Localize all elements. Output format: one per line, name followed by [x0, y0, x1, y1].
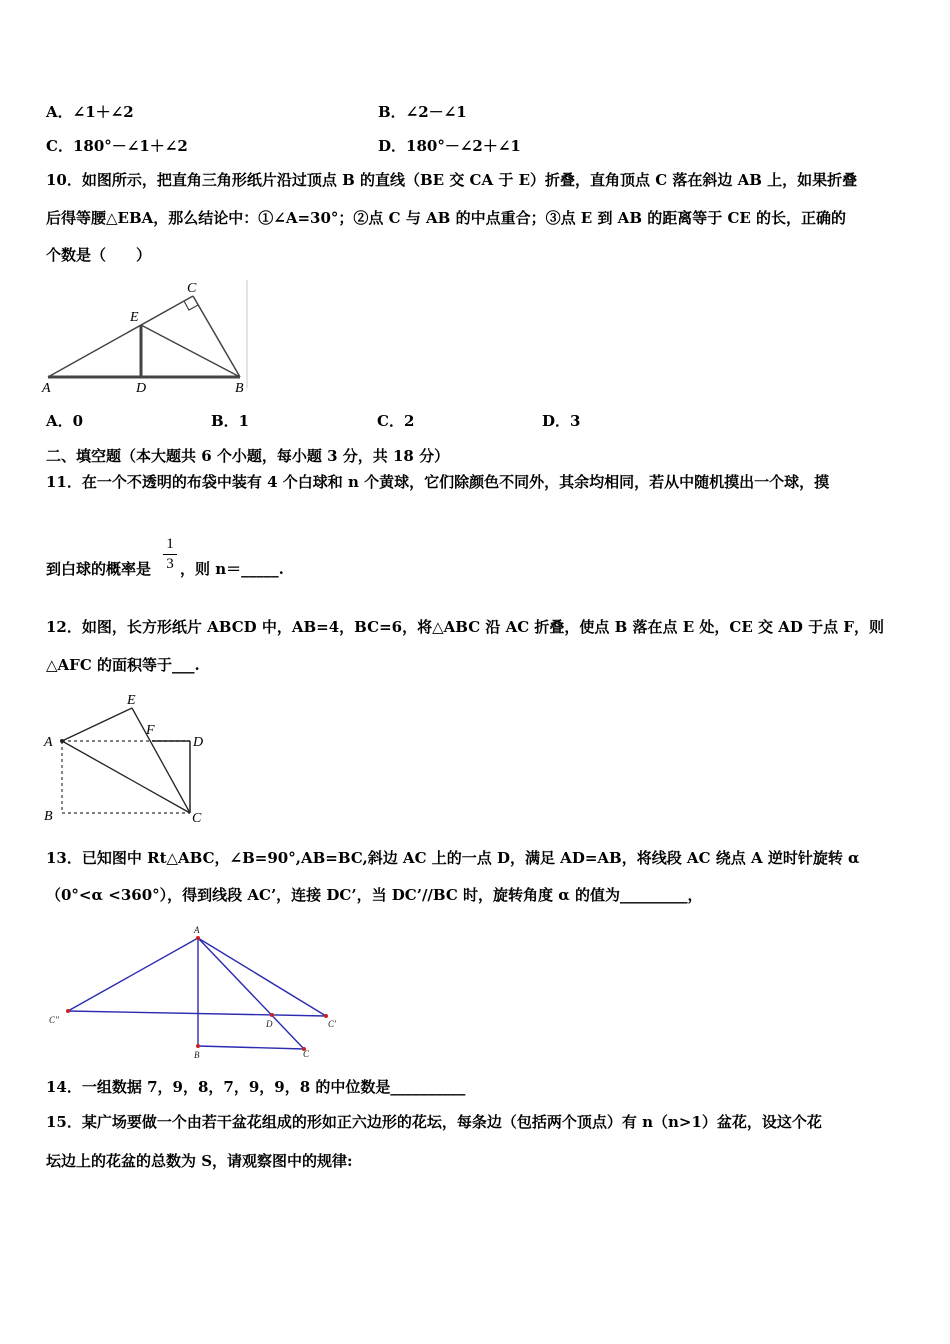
q10-option-b: B．1	[211, 412, 250, 430]
q12-figure	[40, 688, 220, 828]
segment-c2c1	[68, 1011, 326, 1016]
label-f: F	[146, 723, 155, 738]
q9-option-c: C．180°－∠1＋∠2	[46, 137, 188, 155]
label-c-prime: C'	[328, 1019, 336, 1029]
fraction-numerator: 1	[166, 536, 174, 552]
label-c: C	[187, 281, 197, 296]
q11-text-line1: 11．在一个不透明的布袋中装有 4 个白球和 n 个黄球，它们除颜色不同外，其余均相同，若从中随机摸出一个球，摸	[46, 473, 830, 491]
label-e: E	[127, 693, 136, 708]
label-a: A	[44, 735, 53, 750]
q11-text-line2-pre: 到白球的概率是	[46, 560, 152, 578]
label-b: B	[235, 381, 244, 396]
label-e: E	[130, 310, 139, 325]
q10-option-c: C．2	[377, 412, 415, 430]
label-d: D	[266, 1019, 273, 1029]
q10-option-a: A．0	[46, 412, 84, 430]
probability-fraction	[163, 536, 177, 573]
q9-option-b: B．∠2－∠1	[378, 103, 467, 121]
q12-text-line2: △AFC 的面积等于___.	[46, 656, 200, 674]
q9-option-a: A．∠1＋∠2	[46, 103, 134, 121]
label-c-double-prime: C''	[49, 1015, 59, 1025]
q13-figure	[40, 922, 350, 1062]
section-heading: 二、填空题（本大题共 6 个小题，每小题 3 分，共 18 分）	[46, 447, 450, 465]
segment-ae	[62, 708, 132, 741]
segment-ac	[48, 296, 193, 377]
q9-option-d: D．180°－∠2＋∠1	[378, 137, 521, 155]
q10-figure	[40, 278, 255, 400]
label-a: A	[42, 381, 51, 396]
label-d: D	[193, 735, 204, 750]
q10-text-line3: 个数是（ ）	[46, 246, 152, 264]
q14-text-line1: 14．一组数据 7，9，8，7，9，9，8 的中位数是__________	[46, 1078, 466, 1096]
label-b: B	[44, 809, 53, 824]
q10-option-d: D．3	[542, 412, 581, 430]
label-b: B	[194, 1050, 200, 1060]
label-d: D	[136, 381, 147, 396]
q13-text-line1: 13．已知图中 Rt△ABC，∠B=90°,AB=BC,斜边 AC 上的一点 D，满足 AD=AB，将线段 AC 绕点 A 逆时针旋转 α	[46, 849, 860, 867]
q13-text-line2: （0°<α <360°），得到线段 AC’，连接 DC’，当 DC’//BC 时，旋转角度 α 的值为_________，	[46, 886, 703, 904]
segment-bc	[198, 1046, 304, 1049]
q11-text-line2-post: ，则 n＝_____.	[180, 560, 284, 578]
q10-text-line2: 后得等腰△EBA，那么结论中：①∠A=30°；②点 C 与 AB 的中点重合；③点 E 到 AB 的距离等于 CE 的长，正确的	[46, 209, 847, 227]
q15-text-line1: 15．某广场要做一个由若干盆花组成的形如正六边形的花坛，每条边（包括两个顶点）有 n（n>1）盆花，设这个花	[46, 1113, 822, 1131]
label-a: A	[194, 925, 200, 935]
fraction-denominator: 3	[166, 556, 174, 572]
q10-text-line1: 10．如图所示，把直角三角形纸片沿过顶点 B 的直线（BE 交 CA 于 E）折叠，直角顶点 C 落在斜边 AB 上，如果折叠	[46, 171, 858, 189]
label-c: C	[303, 1049, 310, 1059]
label-c: C	[192, 811, 202, 826]
q12-text-line1: 12．如图，长方形纸片 ABCD 中，AB=4，BC=6，将△ABC 沿 AC 折叠，使点 B 落在点 E 处，CE 交 AD 于点 F，则	[46, 618, 884, 636]
segment-ac2	[68, 938, 198, 1011]
q15-text-line2: 坛边上的花盆的总数为 S，请观察图中的规律:	[46, 1152, 353, 1170]
